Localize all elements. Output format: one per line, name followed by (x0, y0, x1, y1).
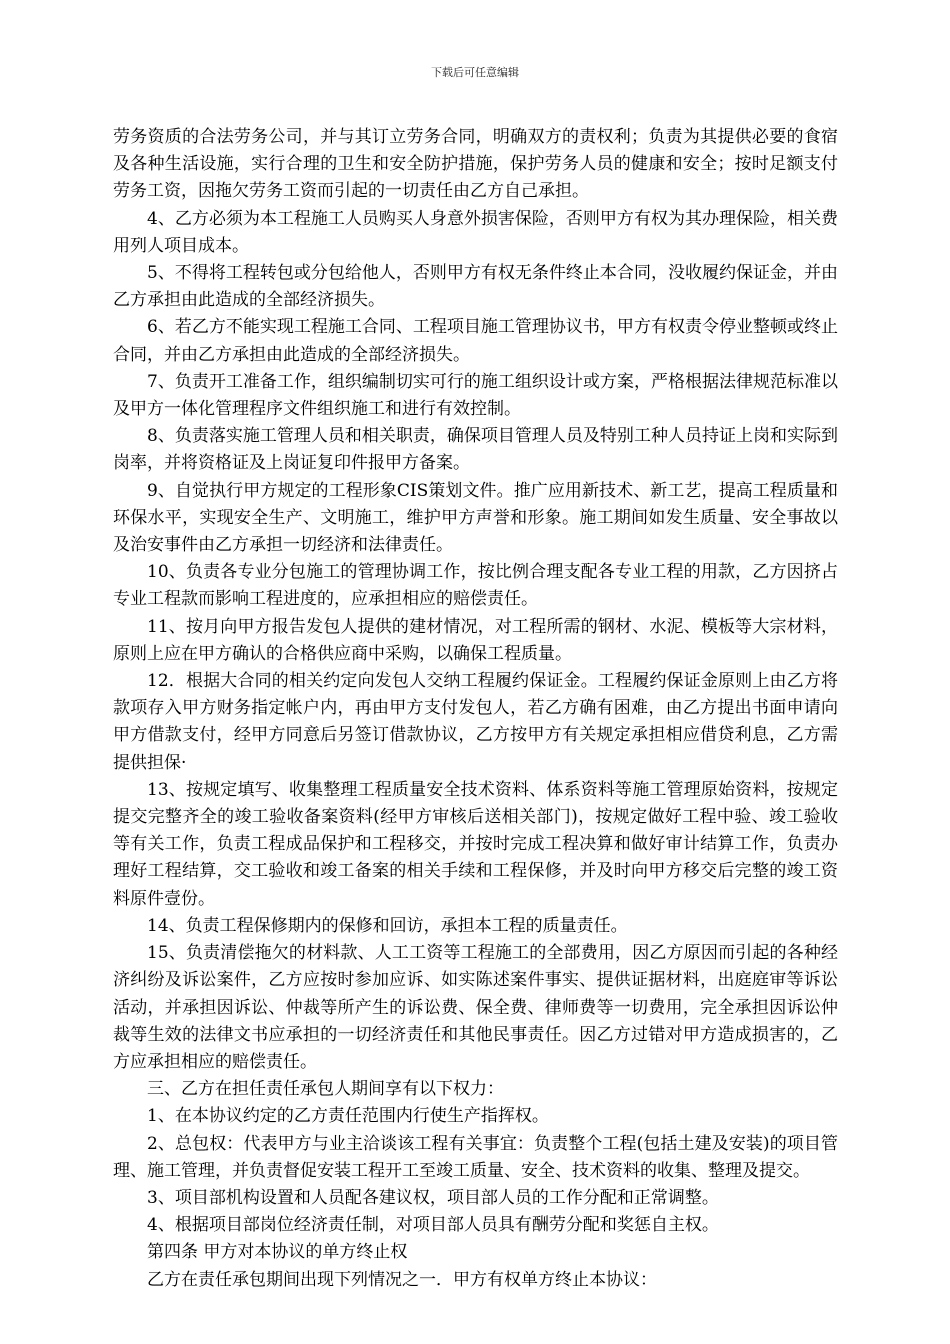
paragraph: 3、项目部机构设置和人员配各建议权，项目部人员的工作分配和正常调整。 (147, 1187, 719, 1208)
paragraph: 13、按规定填写、收集整理工程质量安全技术资料、体系资料等施工管理原始资料，按规定提交完整齐全的竣工验收备案资料(经甲方审核后送相关部门)，按规定做好工程中验、竣工验收等有关工作，负责工程成品保护和工程移交，并按时完成工程决算和做好审计结算工作，负责办理好工程结算，交工验收和竣工备案的相关手续和工程保修，并及时向甲方移交后完整的竣工资料原件壹份。 (113, 779, 838, 909)
paragraph: 2、总包权：代表甲方与业主洽谈该工程有关事宜：负责整个工程(包括土建及安装)的项目管理、施工管理，并负责督促安装工程开工至竣工质量、安全、技术资料的收集、整理及提交。 (113, 1133, 838, 1181)
paragraph: 4、根据项目部岗位经济责任制，对项目部人员具有酬劳分配和奖惩自主权。 (147, 1215, 719, 1236)
paragraph: 15、负责清偿拖欠的材料款、人工工资等工程施工的全部费用，因乙方原因而引起的各种经济纠纷及诉讼案件，乙方应按时参加应诉、如实陈述案件事实、提供证据材料，出庭庭审等诉讼活动，并承担因诉讼、仲裁等所产生的诉讼费、保全费、律师费等一切费用，完全承担因诉讼仲裁等生效的法律文书应承担的一切经济责任和其他民事责任。因乙方过错对甲方造成损害的，乙方应承担相应的赔偿责任。 (113, 943, 838, 1072)
document-body (113, 124, 838, 1294)
paragraph: 5、不得将工程转包或分包给他人，否则甲方有权无条件终止本合同，没收履约保证金，并由乙方承担由此造成的全部经济损失。 (113, 263, 838, 311)
paragraph: 7、负责开工准备工作，组织编制切实可行的施工组织设计或方案，严格根据法律规范标准以及甲方一体化管理程序文件组织施工和进行有效控制。 (113, 371, 838, 420)
paragraph: 14、负责工程保修期内的保修和回访，承担本工程的质量责任。 (147, 915, 628, 936)
paragraph: 1、在本协议约定的乙方责任范围内行使生产指挥权。 (147, 1106, 549, 1127)
paragraph: 6、若乙方不能实现工程施工合同、工程项目施工管理协议书，甲方有权责令停业整顿或终止合同，并由乙方承担由此造成的全部经济损失。 (113, 317, 838, 365)
paragraph: 12．根据大合同的相关约定向发包人交纳工程履约保证金。工程履约保证金原则上由乙方将款项存入甲方财务指定帐户内，再由甲方支付发包人，若乙方确有困难，由乙方提出书面申请向甲方借款支付，经甲方同意后另签订借款协议，乙方按甲方有关规定承担相应借贷利息，乙方需提供担保· (113, 671, 838, 773)
paragraph: 11、按月向甲方报告发包人提供的建材情况，对工程所需的钢材、水泥、模板等大宗材料，原则上应在甲方确认的合格供应商中采购，以确保工程质量。 (113, 616, 838, 664)
paragraph: 8、负责落实施工管理人员和相关职责，确保项目管理人员及特别工种人员持证上岗和实际到岗率，并将资格证及上岗证复印件报甲方备案。 (113, 426, 838, 474)
paragraph: 三、乙方在担任责任承包人期间享有以下权力： (147, 1079, 504, 1100)
paragraph: 第四条 甲方对本协议的单方终止权 (147, 1242, 408, 1263)
page-header: 下载后可任意编辑 (431, 66, 519, 79)
paragraph: 4、乙方必须为本工程施工人员购买人身意外损害保险，否则甲方有权为其办理保险，相关费用列人项目成本。 (113, 208, 838, 256)
paragraph: 10、负责各专业分包施工的管理协调工作，按比例合理支配各专业工程的用款，乙方因挤占专业工程款而影响工程进度的，应承担相应的赔偿责任。 (113, 562, 838, 610)
paragraph: 乙方在责任承包期间出现下列情况之一．甲方有权单方终止本协议： (147, 1269, 657, 1290)
paragraph: 9、自觉执行甲方规定的工程形象CIS策划文件。推广应用新技术、新工艺，提高工程质量和环保水平，实现安全生产、文明施工，维护甲方声誉和形象。施工期间如发生质量、安全事故以及治安事件由乙方承担一切经济和法律责任。 (113, 480, 838, 556)
paragraph: 劳务资质的合法劳务公司，并与其订立劳务合同，明确双方的责权利；负责为其提供必要的食宿及各种生活设施，实行合理的卫生和安全防护措施，保护劳务人员的健康和安全；按时足额支付劳务工资，因拖欠劳务工资而引起的一切责任由乙方自己承担。 (113, 127, 838, 202)
